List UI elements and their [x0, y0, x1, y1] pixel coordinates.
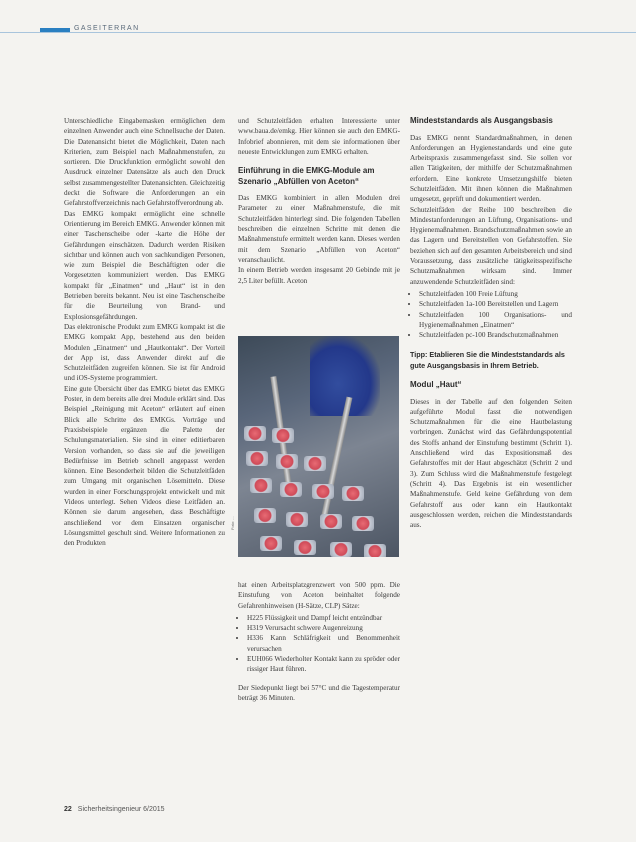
publication-name: Sicherheitsingenieur 6/2015 — [77, 806, 165, 813]
col2-paragraph-4: hat einen Arbeitsplatzgrenzwert von 500 ppm. Die Einstufung von Aceton beinhaltet folgende Gefahrenhinweisen (H-Sätze, CLP) Sätze: — [238, 581, 400, 610]
photo-cup — [280, 482, 302, 497]
col1-paragraph-2: Das EMKG kompakt ermöglicht eine schnelle Orientierung im Bereich EMKG. Anwender können mit einer Taschenscheibe oder -karte die Höhe der Gefährdungen einschätzen. Dadurch werden Risiken sichtbar und können auch von sachkundigen Personen, wie zum Beispiel die Beschäftigten oder die Vorgesetzten kommuniziert werden. Das EMKG kompakt für „Einatmen“ und „Haut“ ist in den Betrieben bereits bekannt. Neu ist eine Taschenscheibe für die Beurteilung von Brand- und Explosionsgefährdungen. — [64, 209, 225, 321]
column-2-lower — [238, 580, 400, 703]
col3-paragraph-1: Das EMKG nennt Standardmaßnahmen, in denen Anforderungen an Hygienestandards und eine gute Arbeitspraxis zusammengefasst sind. Sie sollen vor allen Tätigkeiten, der mithilfe der Schutzmaßnahmen erfordern. Eine konkrete Umsetzungshilfe bieten Schutzleitfäden. Mit ihnen können die Maßnahmen umgesetzt, geprüft und dokumentiert werden. — [410, 133, 572, 204]
col3-heading-standards: Mindeststandards als Ausgangsbasis — [410, 116, 553, 125]
photo-cup — [330, 542, 352, 557]
list-item: • Schutzleitfaden 1a-100 Bereitstellen und Lagern — [419, 299, 572, 309]
photo-cup — [304, 456, 326, 471]
photo-filling-cans — [238, 336, 399, 557]
photo-cup — [342, 486, 364, 501]
photo-credit: Foto: ... — [230, 516, 235, 530]
col3-paragraph-2: Schutzleitfäden der Reihe 100 beschreiben die Mindestanforderungen an Lüftung, Organisations- und Hygienemaßnahmen. Brandschutzmaßnahmen sowie an das Lagern und Bereitstellen von Gefahrstoffen. Sie beziehen sich auf den gesamten Arbeitsbereich und sind Voraussetzung, dass zusätzliche tätigkeitsspezifische Schutzmaßnahmen wirksam sind. Immer anzuwendende Schutzleitfäden sind: — [410, 205, 572, 286]
column-3 — [410, 116, 572, 530]
photo-cup — [320, 514, 342, 529]
photo-cup — [312, 484, 334, 499]
list-item: • H319 Verursacht schwere Augenreizung — [247, 623, 400, 633]
section-label: GASEITERRAN — [74, 25, 140, 32]
photo-cup — [272, 428, 294, 443]
col3-guideline-list — [410, 289, 572, 340]
col2-heading-scenario: Einführung in die EMKG-Module am Szenario „Abfüllen von Aceton“ — [238, 166, 375, 186]
col2-paragraph-5: Der Siedepunkt liegt bei 57°C und die Tagestemperatur beträgt 36 Minuten. — [238, 683, 400, 702]
col2-paragraph-2: Das EMKG kombiniert in allen Modulen drei Parameter zu einer Maßnahmenstufe, die mit Schutzleitfäden hinterlegt sind. Die folgenden Tabellen beschreiben die einzelnen Schritte mit denen die Maßnahmenstufe ermittelt werden kann. Dieses werden mit dem Szenario „Abfüllen von Aceton“ veranschaulicht. — [238, 194, 400, 264]
list-item: • EUH066 Wiederholter Kontakt kann zu spröder oder rissiger Haut führen. — [247, 654, 400, 675]
header-rule — [0, 32, 636, 33]
column-2 — [238, 116, 400, 286]
column-1 — [64, 116, 225, 548]
list-item: • H336 Kann Schläfrigkeit und Benommenheit verursachen — [247, 633, 400, 654]
photo-cup — [246, 451, 268, 466]
photo-cup — [250, 478, 272, 493]
col1-paragraph-1: Unterschiedliche Eingabemasken ermöglichen dem einzelnen Anwender auch eine Schnellsuche der Daten. Die Datenansicht bietet die Möglichkeit, Daten nach Kriterien, zum Beispiel nach Maßnahmenstufen, zu sortieren. Die Druckfunktion ermöglicht sowohl den Ausdruck einzelner Datensätze als auch den Druck selbst zusammengestellter Datenansichten. Gleichzeitig deckt die Software die Anforderungen an ein Gefahrstoffverzeichnis nach Gefahrstoffverordnung ab. — [64, 117, 225, 208]
photo-cup — [352, 516, 374, 531]
photo-cup — [260, 536, 282, 551]
col1-paragraph-4: Eine gute Übersicht über das EMKG bietet das EMKG Poster, in dem bereits alle drei Module erklärt sind. Das Beispiel „Reinigung mit Aceton“ erläutert auf einen Blick alle Schritte des EMKGs. Vorträge und Praxisbeispiele ergänzen die Palette der Schulungsmaterialien. Sie sind in einer editierbaren Version vorhanden, so dass sie auf die jeweiligen Bedürfnisse im Betrieb schnell angepasst werden können. Eine Besonderheit bilden die Schutzleitfäden zum Umgang mit organischen Lösemitteln. Diese wurden in einer Forschungsprojekt entwickelt und mit Videos unterlegt. Sehen Videos diese Leitfäden an. Können sie darum angesehen, dass Beschäftigte anschließend vor dem Einsatzen organischer Lösungsmittel geschult sind. Weitere Informationen zu den Produkten — [64, 384, 225, 548]
col2-paragraph-1: und Schutzleitfäden erhalten Interessierte unter www.baua.de/emkg. Hier können sie auch den EMKG-Infobrief abonnieren, mit dem sie informationen über neueste Entwicklungen zum EMKG erhalten. — [238, 117, 400, 156]
photo-cup — [364, 544, 386, 557]
photo-cup — [276, 454, 298, 469]
col3-paragraph-3: Dieses in der Tabelle auf den folgenden Seiten aufgeführte Modul fasst die notwendigen Schutzmaßnahmen für die eine Hautbelastung vorbringen. Zunächst wird das Gefährdungspotential des Stoffs anhand der Einstufung bestimmt (Schritt 1). Anschließend wird das Expositionsmaß des Gefahrstoffes mit der Haut abgeschätzt (Schritt 2 und 3). Zum Schluss wird die Maßnahmenstufe festgelegt (Schritt 4). Das Ergebnis ist ein wesentlicher Maßnahmenstufe. Geld keine Gefährdung von dem Gefahrstoff aus oder kann ein Hautkontakt ausgeschlossen werden, reichen die Mindeststandards aus. — [410, 397, 572, 530]
col1-paragraph-3: Das elektronische Produkt zum EMKG kompakt ist die EMKG kompakt App, bestehend aus den beiden Modulen „Einatmen“ und „Hautkontakt“. Der Vorteil der App ist, dass Anwender direkt auf die Schutzleitfäden zugreifen können. Sie ist für Android und iOS-Systeme programmiert. — [64, 322, 225, 383]
photo-cup — [286, 512, 308, 527]
list-item: • Schutzleitfaden 100 Freie Lüftung — [419, 289, 572, 299]
list-item: • H225 Flüssigkeit und Dampf leicht entzündbar — [247, 613, 400, 623]
col2-h-statement-list — [238, 613, 400, 675]
photo-cup — [294, 540, 316, 555]
col2-paragraph-3: In einem Betrieb werden insgesamt 20 Gebinde mit je 2,5 Liter befüllt. Aceton — [238, 266, 400, 285]
photo-cup — [254, 508, 276, 523]
list-item: • Schutzleitfaden pc-100 Brandschutzmaßnahmen — [419, 330, 572, 340]
photo-cup — [244, 426, 266, 441]
page-footer — [64, 806, 165, 813]
list-item: • Schutzleitfaden 100 Organisations- und Hygienemaßnahmen „Einatmen“ — [419, 310, 572, 331]
page-number: 22 — [64, 806, 72, 813]
col3-tip: Tipp: Etablieren Sie die Mindeststandards als gute Ausgangsbasis in Ihrem Betrieb. — [410, 350, 565, 370]
col3-heading-skin-module: Modul „Haut“ — [410, 380, 462, 390]
